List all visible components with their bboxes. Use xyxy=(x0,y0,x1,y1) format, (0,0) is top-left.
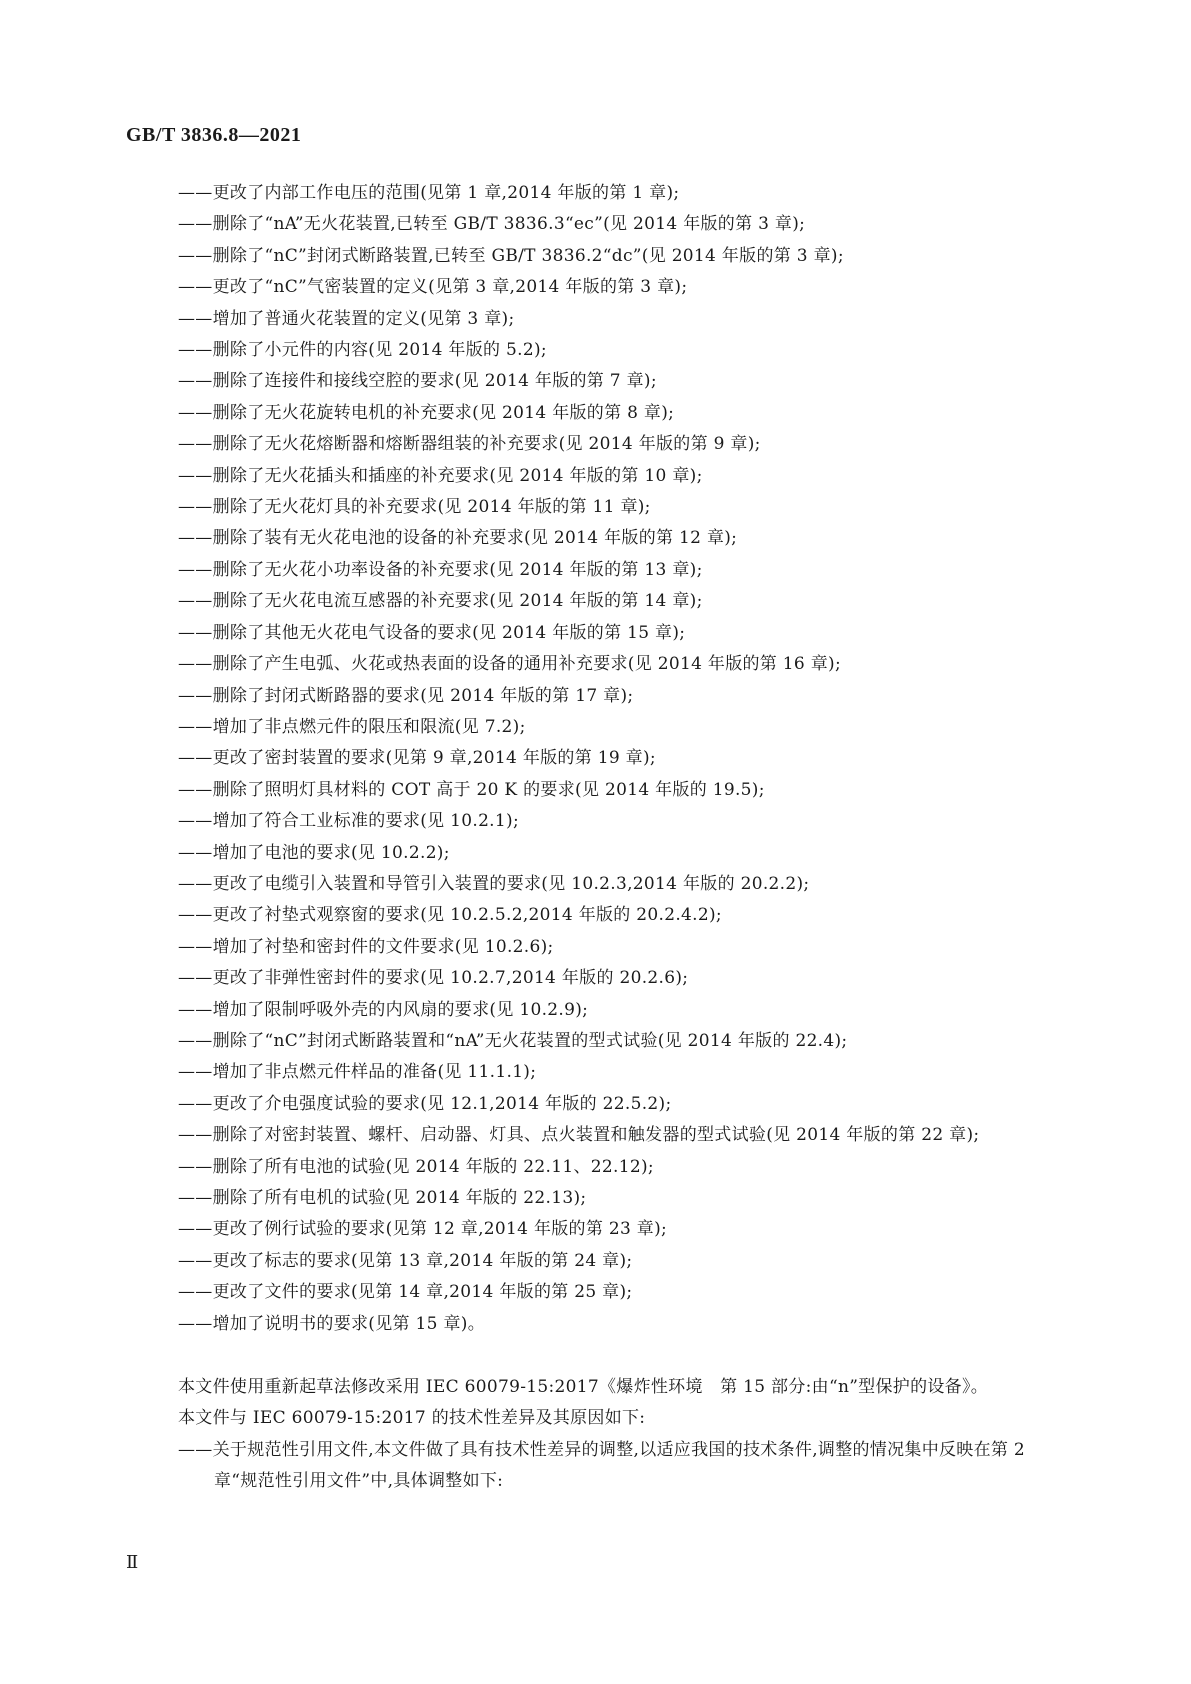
list-item: ——删除了无火花灯具的补充要求(见 2014 年版的第 11 章); xyxy=(178,497,651,518)
standard-number-header: GB/T 3836.8—2021 xyxy=(126,124,302,146)
normative-refs-item: ——关于规范性引用文件,本文件做了具有技术性差异的调整,以适应我国的技术条件,调整的情况集中反映在第 2 章“规范性引用文件”中,具体调整如下: xyxy=(178,1439,1026,1492)
list-item: ——删除了所有电机的试验(见 2014 年版的 22.13); xyxy=(178,1188,587,1208)
list-item: ——删除了产生电弧、火花或热表面的设备的通用补充要求(见 2014 年版的第 16 章); xyxy=(178,654,842,675)
list-item: ——增加了普通火花装置的定义(见第 3 章); xyxy=(178,308,515,329)
list-item: ——更改了非弹性密封件的要求(见 10.2.7,2014 年版的 20.2.6); xyxy=(178,968,689,989)
list-item: ——更改了内部工作电压的范围(见第 1 章,2014 年版的第 1 章); xyxy=(178,183,680,203)
list-item: ——删除了“nC”封闭式断路装置,已转至 GB/T 3836.2“dc”(见 2014 年版的第 3 章); xyxy=(178,245,844,266)
differences-intro-paragraph: 本文件与 IEC 60079-15:2017 的技术性差异及其原因如下: xyxy=(178,1408,646,1429)
list-item: ——删除了照明灯具材料的 COT 高于 20 K 的要求(见 2014 年版的 19.5); xyxy=(178,779,765,800)
list-item: ——增加了非点燃元件的限压和限流(见 7.2); xyxy=(178,716,526,737)
list-item: ——增加了电池的要求(见 10.2.2); xyxy=(178,842,450,863)
list-item: ——删除了封闭式断路器的要求(见 2014 年版的第 17 章); xyxy=(178,685,634,706)
list-item: ——更改了密封装置的要求(见第 9 章,2014 年版的第 19 章); xyxy=(178,748,656,769)
list-item: ——增加了限制呼吸外壳的内风扇的要求(见 10.2.9); xyxy=(178,999,589,1020)
body-paragraphs xyxy=(126,1372,1063,1498)
list-item: ——增加了符合工业标准的要求(见 10.2.1); xyxy=(178,811,519,832)
list-item: ——更改了“nC”气密装置的定义(见第 3 章,2014 年版的第 3 章); xyxy=(178,277,688,298)
list-item: ——更改了介电强度试验的要求(见 12.1,2014 年版的 22.5.2); xyxy=(178,1093,672,1114)
list-item: ——删除了无火花旋转电机的补充要求(见 2014 年版的第 8 章); xyxy=(178,402,675,423)
list-item: ——删除了无火花电流互感器的补充要求(见 2014 年版的第 14 章); xyxy=(178,591,703,612)
list-item: ——删除了所有电池的试验(见 2014 年版的 22.11、22.12); xyxy=(178,1156,654,1177)
list-item: ——更改了衬垫式观察窗的要求(见 10.2.5.2,2014 年版的 20.2.4.2); xyxy=(178,905,722,926)
list-item: ——删除了对密封装置、螺杆、启动器、灯具、点火装置和触发器的型式试验(见 2014 年版的第 22 章); xyxy=(178,1125,980,1146)
list-item: ——增加了衬垫和密封件的文件要求(见 10.2.6); xyxy=(178,936,554,957)
list-item: ——删除了小元件的内容(见 2014 年版的 5.2); xyxy=(178,340,547,361)
page-number: Ⅱ xyxy=(126,1552,139,1572)
adoption-paragraph: 本文件使用重新起草法修改采用 IEC 60079-15:2017《爆炸性环境 第 15 部分:由“n”型保护的设备》。 xyxy=(178,1377,989,1397)
list-item: ——删除了装有无火花电池的设备的补充要求(见 2014 年版的第 12 章); xyxy=(178,528,738,549)
list-item: ——删除了无火花插头和插座的补充要求(见 2014 年版的第 10 章); xyxy=(178,465,703,486)
list-item: ——删除了无火花小功率设备的补充要求(见 2014 年版的第 13 章); xyxy=(178,559,703,580)
list-item: ——更改了例行试验的要求(见第 12 章,2014 年版的第 23 章); xyxy=(178,1219,668,1240)
list-item: ——删除了“nC”封闭式断路装置和“nA”无火花装置的型式试验(见 2014 年版的 22.4); xyxy=(178,1030,848,1051)
list-item: ——删除了无火花熔断器和熔断器组装的补充要求(见 2014 年版的第 9 章); xyxy=(178,434,761,455)
list-item: ——增加了说明书的要求(见第 15 章)。 xyxy=(178,1313,486,1334)
list-item: ——删除了“nA”无火花装置,已转至 GB/T 3836.3“ec”(见 2014 年版的第 3 章); xyxy=(178,214,806,235)
list-item: ——更改了标志的要求(见第 13 章,2014 年版的第 24 章); xyxy=(178,1250,633,1271)
list-item: ——删除了连接件和接线空腔的要求(见 2014 年版的第 7 章); xyxy=(178,371,657,392)
list-item: ——增加了非点燃元件样品的准备(见 11.1.1); xyxy=(178,1062,537,1083)
list-item: ——删除了其他无火花电气设备的要求(见 2014 年版的第 15 章); xyxy=(178,622,686,643)
list-item: ——更改了电缆引入装置和导管引入装置的要求(见 10.2.3,2014 年版的 20.2.2); xyxy=(178,873,810,894)
list-item: ——更改了文件的要求(见第 14 章,2014 年版的第 25 章); xyxy=(178,1282,633,1303)
changes-list xyxy=(178,178,1063,1340)
